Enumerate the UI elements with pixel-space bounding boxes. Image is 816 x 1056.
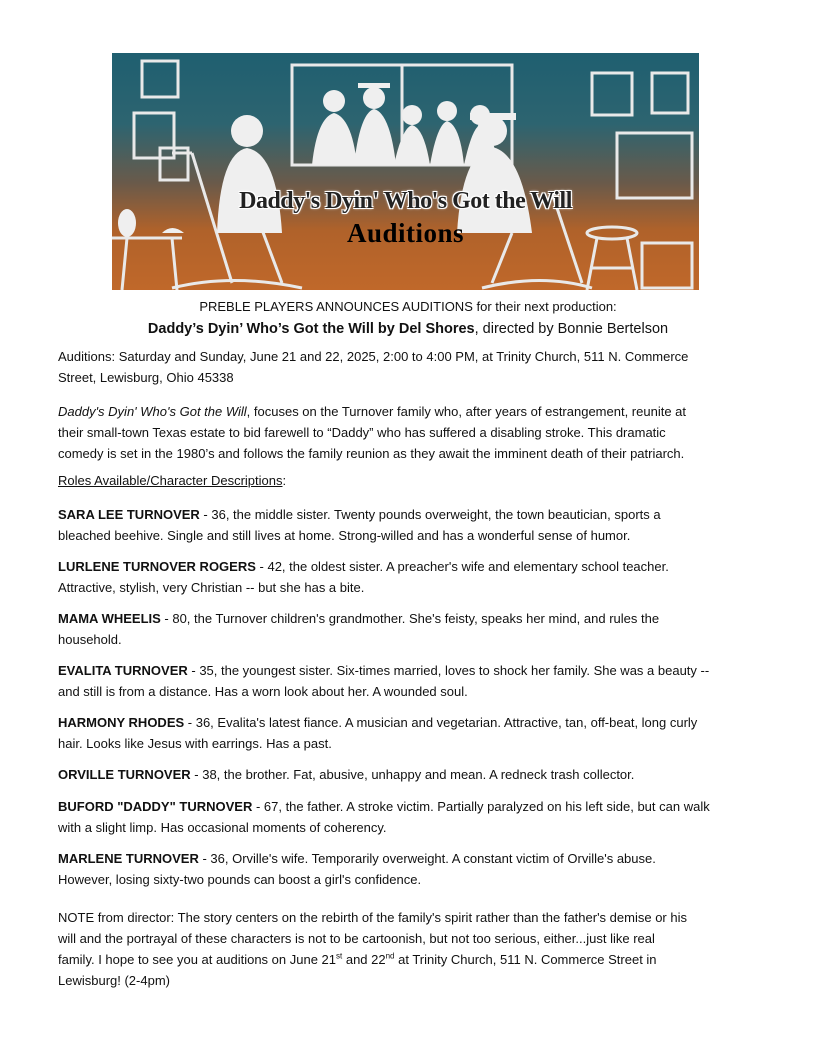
director-note — [58, 907, 687, 991]
role-desc-2: Attractive, stylish, very Christian -- but she has a bite. — [58, 580, 365, 595]
auditions-line-1: Auditions: Saturday and Sunday, June 21 and 22, 2025, 2:00 to 4:00 PM, at Trinity Church, 511 N. Commerce — [58, 349, 689, 364]
role-desc-2: bleached beehive. Single and still lives at home. Strong-willed and has a wonderful sense of humor. — [58, 528, 631, 543]
note-line-2: will and the portrayal of these characters is not to be cartoonish, but not too serious, either...just like real — [58, 931, 655, 946]
note-line-3 — [58, 949, 687, 970]
roles-heading — [58, 470, 286, 491]
note-line-4: Lewisburg! (2-4pm) — [58, 973, 170, 988]
role-desc-1: - 80, the Turnover children's grandmother. She's feisty, speaks her mind, and rules the — [160, 611, 660, 626]
production-director: , directed by Bonnie Bertelson — [474, 321, 669, 337]
role-desc-1: - 42, the oldest sister. A preacher's wife and elementary school teacher. — [255, 559, 669, 574]
role-lurlene — [58, 556, 669, 598]
role-desc-1: - 35, the youngest sister. Six-times married, loves to shock her family. She was a beauty -- — [187, 663, 710, 678]
role-name: MARLENE TURNOVER — [58, 851, 199, 866]
role-desc-1: - 36, Orville's wife. Temporarily overweight. A constant victim of Orville's abuse. — [198, 851, 656, 866]
note-sup-st: st — [336, 951, 343, 961]
role-name: HARMONY RHODES — [58, 715, 185, 730]
announcement: PREBLE PLAYERS ANNOUNCES AUDITIONS for their next production: — [199, 299, 617, 314]
banner-image — [112, 53, 699, 290]
production-title-bold: Daddy’s Dyin’ Who’s Got the Will by Del Shores — [147, 321, 475, 337]
role-name: ORVILLE TURNOVER — [58, 767, 191, 782]
synopsis — [58, 401, 686, 464]
role-desc-1: - 38, the brother. Fat, abusive, unhappy and mean. A redneck trash collector. — [190, 767, 635, 782]
note-line-1: NOTE from director: The story centers on the rebirth of the family's spirit rather than the father's demise or his — [58, 910, 687, 925]
family-illustration — [112, 53, 699, 290]
banner-title: Daddy's Dyin' Who's Got the Will — [239, 188, 572, 214]
role-name: MAMA WHEELIS — [58, 611, 161, 626]
production-title — [0, 319, 816, 340]
role-orville — [58, 764, 634, 785]
synopsis-line-1: , focuses on the Turnover family who, after years of estrangement, reunite at — [246, 404, 687, 419]
role-desc-2: with a slight limp. Has occasional moments of coherency. — [58, 820, 387, 835]
note-sup-nd: nd — [385, 951, 395, 961]
roles-heading-text: Roles Available/Character Descriptions — [58, 473, 283, 488]
synopsis-line-2: their small-town Texas estate to bid farewell to “Daddy” who has suffered a disabling stroke. This dramatic — [58, 425, 666, 440]
roles-heading-colon: : — [282, 473, 287, 488]
auditions-line-2: Street, Lewisburg, Ohio 45338 — [58, 370, 234, 385]
synopsis-line-3: comedy is set in the 1980’s and follows the family reunion as they await the imminent death of their patriarch. — [58, 446, 685, 461]
note-line-3c: at Trinity Church, 511 N. Commerce Street in — [394, 952, 657, 967]
role-name: EVALITA TURNOVER — [58, 663, 188, 678]
synopsis-title: Daddy's Dyin' Who's Got the Will — [58, 404, 247, 419]
role-sara-lee — [58, 504, 661, 546]
role-buford — [58, 796, 710, 838]
note-line-3b: and 22 — [342, 952, 386, 967]
role-name: LURLENE TURNOVER ROGERS — [58, 559, 256, 574]
role-desc-2: and still is from a distance. Has a worn look about her. A wounded soul. — [58, 684, 468, 699]
role-harmony — [58, 712, 697, 754]
role-desc-1: - 36, Evalita's latest fiance. A musician and vegetarian. Attractive, tan, off-beat, long curly — [184, 715, 698, 730]
role-desc-2: hair. Looks like Jesus with earrings. Has a past. — [58, 736, 332, 751]
role-mama-wheelis — [58, 608, 659, 650]
role-desc-2: However, losing sixty-two pounds can boost a girl's confidence. — [58, 872, 422, 887]
role-desc-1: - 36, the middle sister. Twenty pounds overweight, the town beautician, sports a — [199, 507, 661, 522]
role-name: SARA LEE TURNOVER — [58, 507, 200, 522]
role-name: BUFORD "DADDY" TURNOVER — [58, 799, 253, 814]
role-evalita — [58, 660, 709, 702]
banner-subtitle: Auditions — [346, 218, 465, 248]
note-line-3a: family. I hope to see you at auditions on June 21 — [58, 952, 336, 967]
auditions-info — [58, 346, 688, 388]
role-desc-2: household. — [58, 632, 122, 647]
role-desc-1: - 67, the father. A stroke victim. Partially paralyzed on his left side, but can walk — [252, 799, 710, 814]
role-marlene — [58, 848, 656, 890]
